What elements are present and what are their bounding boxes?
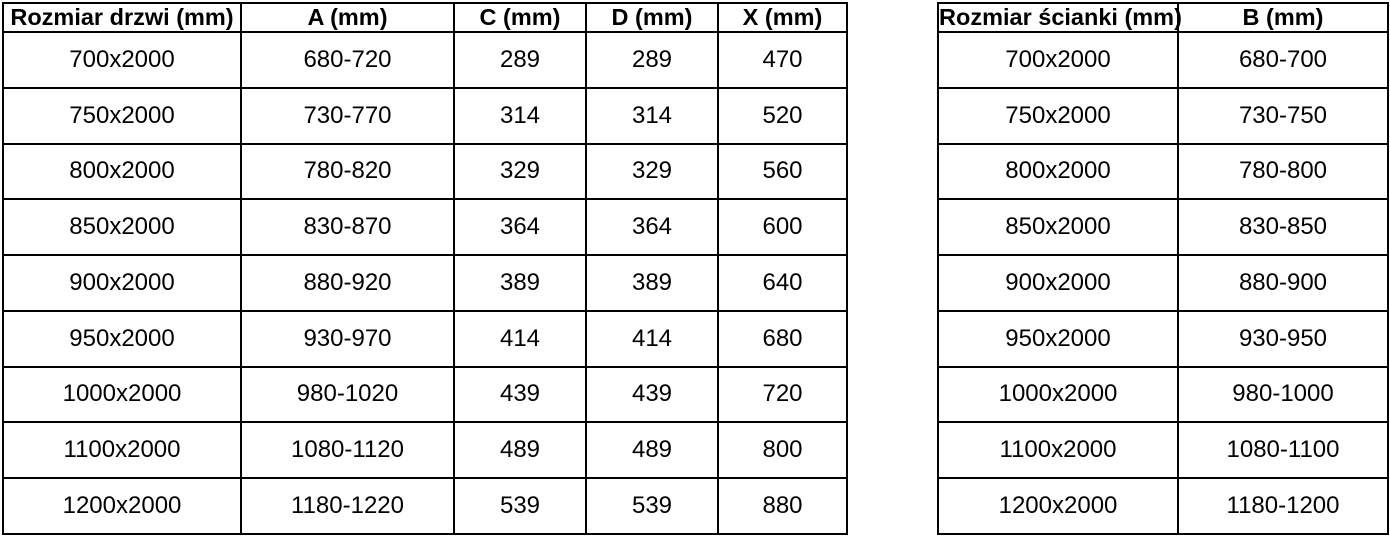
table-cell: 900x2000	[938, 255, 1178, 311]
table-row	[3, 422, 847, 478]
table-cell: 950x2000	[3, 311, 241, 367]
table-header-row	[938, 3, 1388, 32]
table-cell: 414	[586, 311, 718, 367]
table-cell: 750x2000	[938, 88, 1178, 144]
table-cell: 850x2000	[3, 199, 241, 255]
table-cell: 364	[586, 199, 718, 255]
table-cell: 830-870	[241, 199, 454, 255]
table-cell: 730-750	[1178, 88, 1388, 144]
column-header-rozmiar-drzwi: Rozmiar drzwi (mm)	[3, 3, 241, 32]
table-row	[938, 199, 1388, 255]
table-cell: 314	[454, 88, 586, 144]
table-cell: 289	[586, 32, 718, 88]
door-dimensions-table	[2, 2, 848, 535]
table-cell: 1180-1220	[241, 478, 454, 534]
table-cell: 289	[454, 32, 586, 88]
table-cell: 700x2000	[3, 32, 241, 88]
table-cell: 1100x2000	[938, 422, 1178, 478]
table-cell: 539	[586, 478, 718, 534]
table-cell: 880	[718, 478, 847, 534]
table-cell: 314	[586, 88, 718, 144]
column-header-rozmiar-scianki: Rozmiar ścianki (mm)	[939, 4, 1182, 30]
table-cell: 364	[454, 199, 586, 255]
table-cell: 730-770	[241, 88, 454, 144]
table-cell: 700x2000	[938, 32, 1178, 88]
table-cell: 750x2000	[3, 88, 241, 144]
table-cell: 489	[586, 422, 718, 478]
table-cell: 980-1020	[241, 367, 454, 423]
table-cell: 880-920	[241, 255, 454, 311]
table-row	[938, 367, 1388, 423]
table-row	[938, 478, 1388, 534]
table-row	[938, 32, 1388, 88]
table-cell: 950x2000	[938, 311, 1178, 367]
table-cell: 520	[718, 88, 847, 144]
table-cell: 1180-1200	[1178, 478, 1388, 534]
table-cell: 439	[454, 367, 586, 423]
table-cell: 1200x2000	[3, 478, 241, 534]
table-header-row	[3, 3, 847, 32]
table-cell: 780-820	[241, 144, 454, 200]
table-cell: 720	[718, 367, 847, 423]
table-row	[938, 255, 1388, 311]
table-row	[938, 311, 1388, 367]
table-cell: 414	[454, 311, 586, 367]
table-cell: 680-700	[1178, 32, 1388, 88]
table-row	[3, 478, 847, 534]
table-cell: 830-850	[1178, 199, 1388, 255]
table-cell: 1200x2000	[938, 478, 1178, 534]
table-cell: 1000x2000	[938, 367, 1178, 423]
column-header-a: A (mm)	[241, 3, 454, 32]
table-cell: 800x2000	[938, 144, 1178, 200]
table-cell: 800x2000	[3, 144, 241, 200]
table-cell: 329	[454, 144, 586, 200]
table-row	[3, 144, 847, 200]
table-row	[938, 422, 1388, 478]
table-row	[938, 144, 1388, 200]
table-cell: 1080-1120	[241, 422, 454, 478]
table-cell: 930-950	[1178, 311, 1388, 367]
table-cell: 1100x2000	[3, 422, 241, 478]
table-row	[3, 32, 847, 88]
table-cell: 389	[454, 255, 586, 311]
table-cell: 489	[454, 422, 586, 478]
table-cell: 850x2000	[938, 199, 1178, 255]
table-cell: 560	[718, 144, 847, 200]
table-cell: 600	[718, 199, 847, 255]
table-cell: 780-800	[1178, 144, 1388, 200]
table-row	[3, 367, 847, 423]
table-cell: 470	[718, 32, 847, 88]
table-row	[3, 255, 847, 311]
table-row	[3, 311, 847, 367]
table-row	[3, 199, 847, 255]
table-cell: 539	[454, 478, 586, 534]
table-row	[3, 88, 847, 144]
table-cell: 800	[718, 422, 847, 478]
wall-dimensions-table	[937, 2, 1389, 535]
table-row	[938, 88, 1388, 144]
table-cell: 389	[586, 255, 718, 311]
table-cell: 900x2000	[3, 255, 241, 311]
column-header-b: B (mm)	[1178, 3, 1388, 32]
table-cell: 980-1000	[1178, 367, 1388, 423]
table-cell: 680	[718, 311, 847, 367]
table-cell: 680-720	[241, 32, 454, 88]
column-header-x: X (mm)	[718, 3, 847, 32]
table-cell: 1000x2000	[3, 367, 241, 423]
column-header-c: C (mm)	[454, 3, 586, 32]
table-cell: 640	[718, 255, 847, 311]
column-header-d: D (mm)	[586, 3, 718, 32]
table-cell: 439	[586, 367, 718, 423]
table-cell: 930-970	[241, 311, 454, 367]
table-cell: 880-900	[1178, 255, 1388, 311]
table-cell: 329	[586, 144, 718, 200]
table-cell: 1080-1100	[1178, 422, 1388, 478]
